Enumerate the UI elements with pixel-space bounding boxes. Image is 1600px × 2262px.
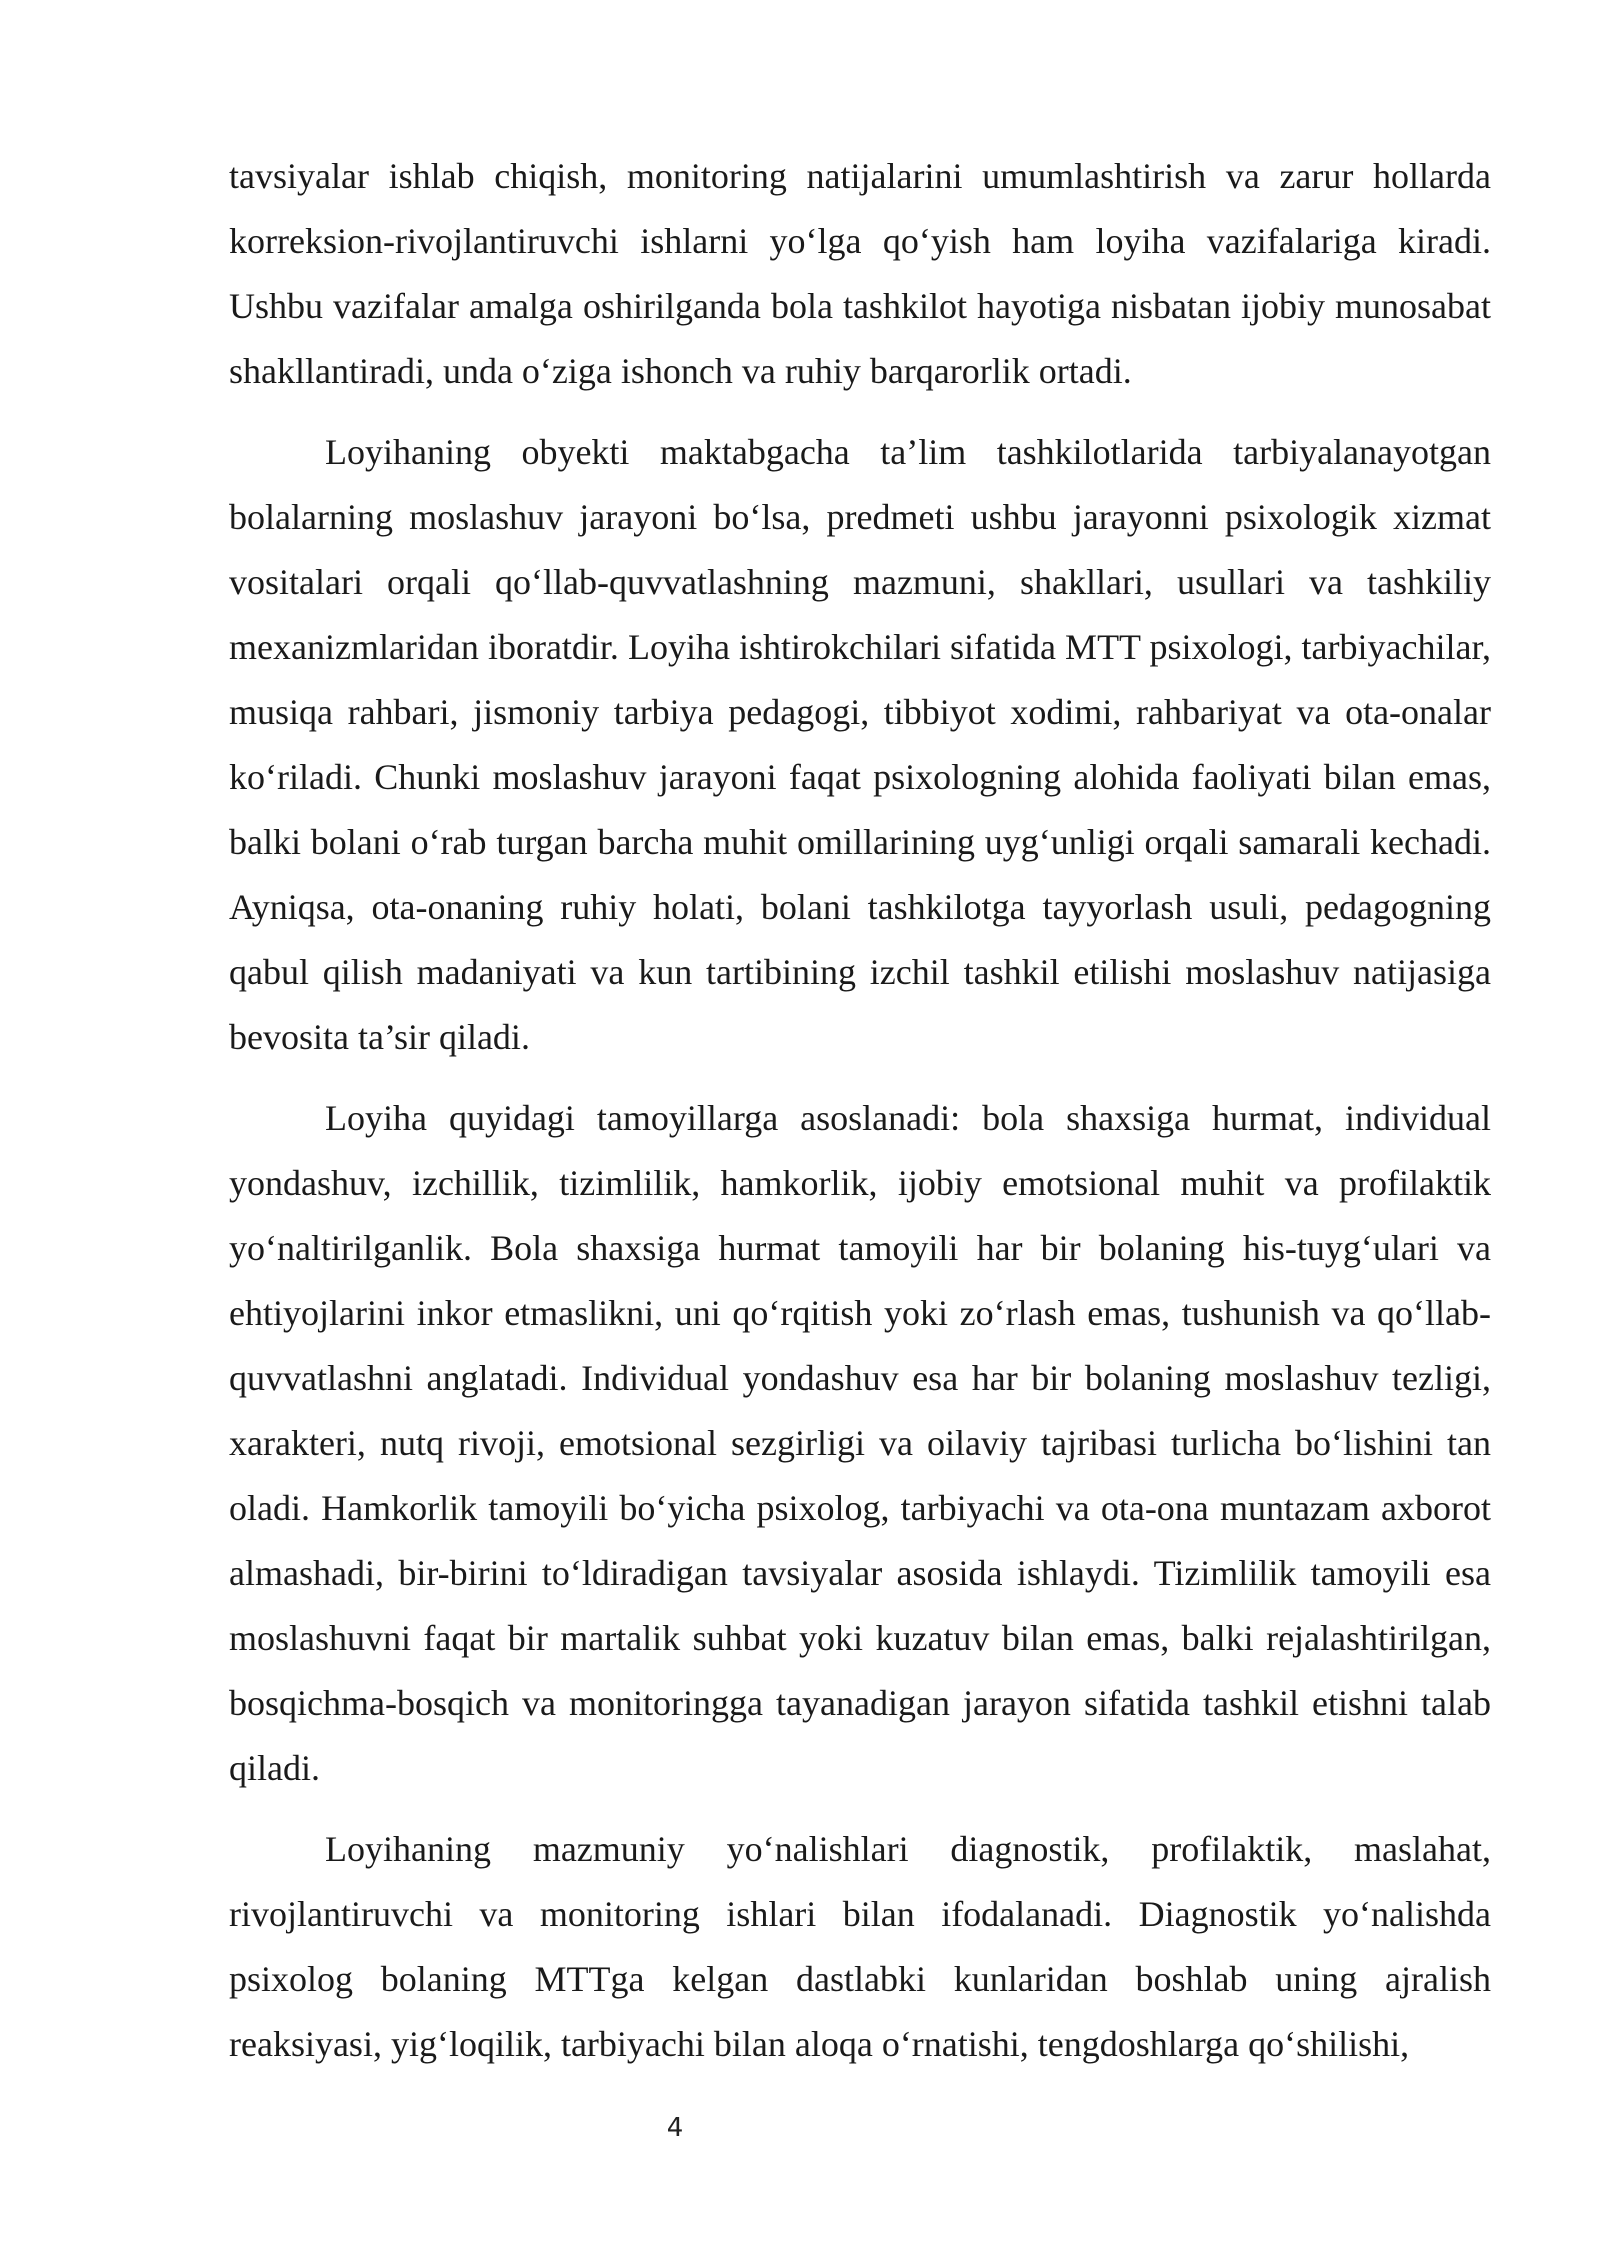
body-text [229, 144, 1491, 2093]
paragraph-project-directions: Loyihaning mazmuniy yo‘nalishlari diagnostik, profilaktik, maslahat, rivojlantiruvchi va monitoring ishlari bilan ifodalanadi. Diagnostik yo‘nalishda psixolog bolaning MTTga kelgan dastlabki kunlaridan boshlab uning ajralish reaksiyasi, yig‘loqilik, tarbiyachi bilan aloqa o‘rnatishi, tengdoshlarga qo‘shilishi, [229, 1829, 1491, 2064]
paragraph-project-principles: Loyiha quyidagi tamoyillarga asoslanadi: bola shaxsiga hurmat, individual yondashuv, izchillik, tizimlilik, hamkorlik, ijobiy emotsional muhit va profilaktik yo‘naltirilganlik. Bola shaxsiga hurmat tamoyili har bir bolaning his-tuyg‘ulari va ehtiyojlarini inkor etmaslikni, uni qo‘rqitish yoki zo‘rlash emas, tushunish va qo‘llab-quvvatlashni anglatadi. Individual yondashuv esa har bir bolaning moslashuv tezligi, xarakteri, nutq rivoji, emotsional sezgirligi va oilaviy tajribasi turlicha bo‘lishini tan oladi. Hamkorlik tamoyili bo‘yicha psixolog, tarbiyachi va ota-ona muntazam axborot almashadi, bir-birini to‘ldiradigan tavsiyalar asosida ishlaydi. Tizimlilik tamoyili esa moslashuvni faqat bir martalik suhbat yoki kuzatuv bilan emas, balki rejalashtirilgan, bosqichma-bosqich va monitoringga tayanadigan jarayon sifatida tashkil etishni talab qiladi. [229, 1098, 1491, 1788]
page-number: 4 [666, 2113, 684, 2143]
paragraph-project-object: Loyihaning obyekti maktabgacha ta’lim tashkilotlarida tarbiyalanayotgan bolalarning moslashuv jarayoni bo‘lsa, predmeti ushbu jarayonni psixologik xizmat vositalari orqali qo‘llab-quvvatlashning mazmuni, shakllari, usullari va tashkiliy mexanizmlaridan iboratdir. Loyiha ishtirokchilari sifatida MTT psixologi, tarbiyachilar, musiqa rahbari, jismoniy tarbiya pedagogi, tibbiyot xodimi, rahbariyat va ota-onalar ko‘riladi. Chunki moslashuv jarayoni faqat psixologning alohida faoliyati bilan emas, balki bolani o‘rab turgan barcha muhit omillarining uyg‘unligi orqali samarali kechadi. Ayniqsa, ota-onaning ruhiy holati, bolani tashkilotga tayyorlash usuli, pedagogning qabul qilish madaniyati va kun tartibining izchil tashkil etilishi moslashuv natijasiga bevosita ta’sir qiladi. [229, 432, 1491, 1057]
paragraph-continued: tavsiyalar ishlab chiqish, monitoring natijalarini umumlashtirish va zarur hollarda korreksion-rivojlantiruvchi ishlarni yo‘lga qo‘yish ham loyiha vazifalariga kiradi. Ushbu vazifalar amalga oshirilganda bola tashkilot hayotiga nisbatan ijobiy munosabat shakllantiradi, unda o‘ziga ishonch va ruhiy barqarorlik ortadi. [229, 156, 1491, 391]
